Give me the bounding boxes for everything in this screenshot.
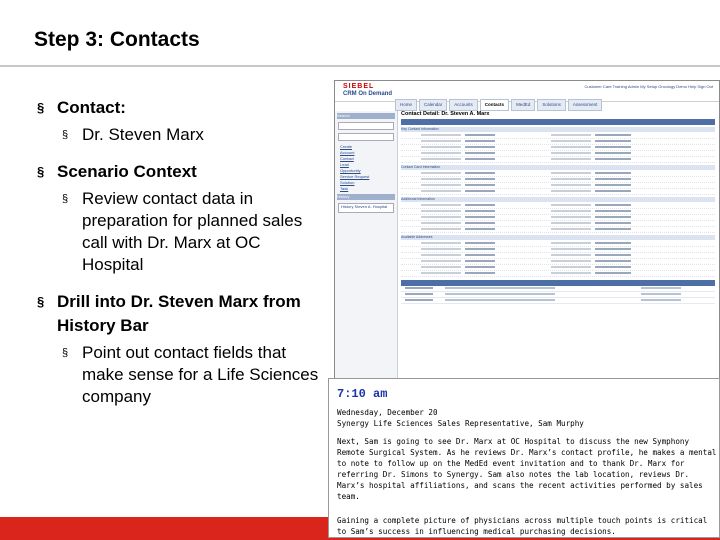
- search-go-field[interactable]: [338, 133, 394, 141]
- crm-logo-subtitle: CRM On Demand: [343, 91, 393, 97]
- bullet-scenario: [37, 160, 322, 184]
- field-row: [401, 189, 715, 195]
- note-paragraph-2: Gaining a complete picture of physicians across multiple touch points is critical to Sam’s success in influencing medical purchasing decisions.: [337, 516, 708, 536]
- field-row: [401, 271, 715, 277]
- section-additional-info: Additional Information: [401, 197, 715, 202]
- tab-meded[interactable]: MedEd: [511, 99, 535, 111]
- bullet-contact: [37, 96, 322, 120]
- crm-sidebar: [335, 111, 398, 381]
- bullet-glyph: §: [62, 347, 69, 359]
- tab-accounts[interactable]: Accounts: [449, 99, 478, 111]
- contact-heading: Contact:: [57, 98, 126, 117]
- bullet-glyph: §: [37, 100, 45, 115]
- sidebar-link-task[interactable]: Task: [340, 186, 349, 191]
- crm-logo: SIEBEL: [343, 83, 375, 90]
- crm-main-content: [401, 111, 715, 381]
- note-paragraph-1: Next, Sam is going to see Dr. Marx at OC Hospital to discuss the new Symphony Remote Surgical System. As he reviews Dr. Marx’s contact profile, he makes a mental to note to follow up on the MedEd event invitation and to thank Dr. Marx for referring Dr. Simons to Synergy. Sam also notes the lab location, reviews Dr. Marx’s hospital affiliations, and scans the recent activities performed by sales team.: [337, 437, 717, 501]
- sidebar-link-opportunity[interactable]: Opportunity: [340, 168, 361, 173]
- table-row[interactable]: [401, 298, 715, 304]
- crm-screenshot: [334, 80, 720, 382]
- contact-action-bar[interactable]: [401, 119, 715, 125]
- contact-name: Dr. Steven Marx: [82, 125, 204, 144]
- scenario-text: Review contact data in preparation for planned sales call with Dr. Marx at OC Hospital: [82, 189, 303, 274]
- bullet-drill: [37, 290, 322, 338]
- field-row: [401, 157, 715, 163]
- tab-assessment[interactable]: Assessment: [568, 99, 603, 111]
- section-available-addresses: Available Addresses: [401, 235, 715, 240]
- note-time: 7:10 am: [337, 387, 388, 401]
- sub-bullet-scenario-text: [37, 188, 322, 276]
- field-row: [401, 227, 715, 233]
- sub-bullet-drill-text: [37, 342, 322, 408]
- drill-text: Point out contact fields that make sense for a Life Sciences company: [82, 343, 319, 406]
- bullet-list: [37, 96, 322, 422]
- history-item[interactable]: History Steven A. Hospital: [338, 203, 394, 213]
- crm-top-links[interactable]: Customer Care Training Admin My Setup Oncology Demo Help Sign Out: [584, 84, 713, 89]
- section-contact-card-info: Contact Card Information: [401, 165, 715, 170]
- sidebar-history-label: History: [337, 194, 395, 200]
- scenario-heading: Scenario Context: [57, 162, 197, 181]
- search-input[interactable]: [338, 122, 394, 130]
- slide-title: Step 3: Contacts: [34, 28, 200, 51]
- bullet-glyph: §: [62, 193, 69, 205]
- sidebar-link-account[interactable]: Account: [340, 150, 355, 155]
- sidebar-link-create[interactable]: Create: [340, 144, 353, 149]
- title-divider: [0, 65, 720, 67]
- bullet-glyph: §: [37, 294, 45, 309]
- scenario-note: [328, 378, 720, 538]
- tab-contacts[interactable]: Contacts: [480, 99, 509, 111]
- crm-tab-bar: [395, 99, 602, 111]
- sidebar-link-contact[interactable]: Contact: [340, 156, 354, 161]
- sidebar-search-label: Search: [337, 113, 395, 119]
- tab-calendar[interactable]: Calendar: [419, 99, 447, 111]
- note-date: Wednesday, December 20: [337, 408, 438, 417]
- tab-home[interactable]: Home: [395, 99, 417, 111]
- tab-solutions[interactable]: Solutions: [537, 99, 566, 111]
- sidebar-link-service-request[interactable]: Service Request: [340, 174, 370, 179]
- sub-bullet-contact-name: [37, 124, 322, 146]
- note-role: Synergy Life Sciences Sales Representative, Sam Murphy: [337, 419, 584, 428]
- bullet-glyph: §: [62, 129, 69, 141]
- sidebar-link-lead[interactable]: Lead: [340, 162, 349, 167]
- contact-detail-title: Contact Detail: Dr. Steven A. Marx: [401, 111, 490, 117]
- bullet-glyph: §: [37, 164, 45, 179]
- sidebar-link-solution[interactable]: Solution: [340, 180, 355, 185]
- section-key-contact-info: Key Contact Information: [401, 127, 715, 132]
- drill-heading: Drill into Dr. Steven Marx from History Bar: [57, 292, 301, 335]
